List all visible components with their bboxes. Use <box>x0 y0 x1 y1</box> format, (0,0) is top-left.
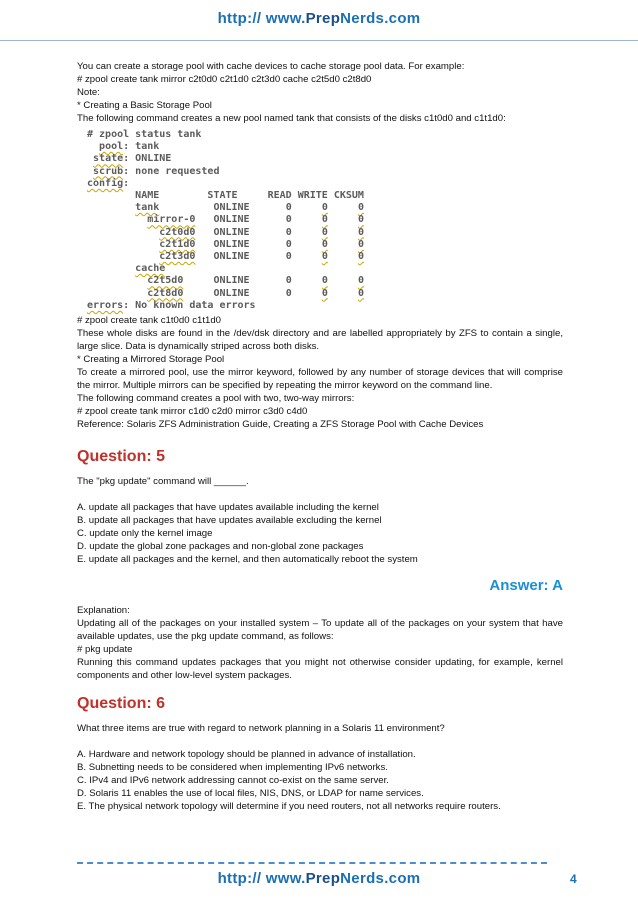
intro-line: # zpool create tank mirror c2t0d0 c2t1d0 c2t3d0 cache c2t5d0 c2t8d0 <box>77 74 372 85</box>
explanation-line: Updating all of the packages on your installed system – To update all of the packages on your system that have available updates, use the pkg update command, as follows: <box>77 618 563 643</box>
zpool-row <box>87 202 364 213</box>
zpool-row-read: 0 <box>285 275 292 287</box>
zpool-row-read: 0 <box>285 226 292 238</box>
question-6-title: Question: 6 <box>77 695 166 713</box>
zpool-rows <box>87 202 364 298</box>
footer-url-brand-b: Nerds <box>340 870 385 887</box>
intro-line: The following command creates a new pool named tank that consists of the disks c1t0d0 and c1t1d0: <box>77 113 506 124</box>
intro-line: Note: <box>77 87 100 98</box>
question-6-option: C. IPv4 and IPv6 network addressing cannot co-exist on the same server. <box>77 775 389 787</box>
footer-url-prefix: http:// www. <box>217 870 306 887</box>
zpool-config-colon: : <box>123 177 130 189</box>
zpool-row-name: c2t0d0 <box>159 226 196 238</box>
zpool-row-state: ONLINE <box>213 251 250 263</box>
zpool-row-write: 0 <box>321 238 328 250</box>
zpool-row-state: ONLINE <box>213 287 250 299</box>
question-6-option: B. Subnetting needs to be considered when implementing IPv6 networks. <box>77 762 388 774</box>
zpool-errors-key: errors <box>87 299 124 311</box>
zpool-row-read: 0 <box>285 287 292 299</box>
question-6-option: E. The physical network topology will determine if you need routers, not all networks require routers. <box>77 801 501 813</box>
footer-dashed-rule <box>77 862 547 864</box>
zpool-row <box>87 214 364 225</box>
zpool-row-name: c2t8d0 <box>147 287 184 299</box>
body-line: The following command creates a pool with two, two-way mirrors: <box>77 393 355 405</box>
header-url-prefix: http:// www. <box>217 10 306 27</box>
zpool-row-state: ONLINE <box>213 238 250 250</box>
zpool-state-val: : ONLINE <box>123 153 172 165</box>
zpool-row-write: 0 <box>321 275 328 287</box>
zpool-row-cksum: 0 <box>357 202 365 214</box>
intro-line: You can create a storage pool with cache devices to cache storage pool data. For example: <box>77 61 465 72</box>
zpool-row-read: 0 <box>285 214 292 226</box>
zpool-row-write: 0 <box>321 287 328 299</box>
question-5-option: D. update the global zone packages and non-global zone packages <box>77 541 364 553</box>
page-number: 4 <box>570 872 577 886</box>
zpool-row-name: tank <box>135 202 160 214</box>
header-url-brand-a: Prep <box>305 10 341 27</box>
zpool-row <box>87 227 364 238</box>
question-6-option: D. Solaris 11 enables the use of local files, NIS, DNS, or LDAP for name services. <box>77 788 424 800</box>
zpool-row-read: 0 <box>285 238 292 250</box>
body-line: # zpool create tank c1t0d0 c1t1d0 <box>77 315 222 327</box>
zpool-pool-key: pool <box>99 141 124 153</box>
zpool-row <box>87 239 364 250</box>
zpool-row-name: c2t5d0 <box>147 275 184 287</box>
zpool-cmd: # zpool status tank <box>87 129 202 140</box>
zpool-scrub-val: : none requested <box>123 165 220 177</box>
zpool-row-read: 0 <box>285 251 292 263</box>
zpool-row-state: ONLINE <box>213 214 250 226</box>
explanation-line: # pkg update <box>77 644 133 656</box>
header-url-brand-b: Nerds <box>340 10 385 27</box>
zpool-row-name: c2t1d0 <box>159 238 196 250</box>
body-line: # zpool create tank mirror c1d0 c2d0 mirror c3d0 c4d0 <box>77 406 308 418</box>
explanation-label: Explanation: <box>77 605 130 617</box>
footer-url-brand-a: Prep <box>305 870 341 887</box>
question-5-answer: Answer: A <box>489 577 563 595</box>
zpool-row <box>87 288 364 299</box>
intro-line: * Creating a Basic Storage Pool <box>77 100 212 111</box>
reference-line: Reference: Solaris ZFS Administration Guide, Creating a ZFS Storage Pool with Cache Devices <box>77 419 484 431</box>
footer-url-suffix: .com <box>384 870 421 887</box>
footer-url[interactable] <box>0 870 638 887</box>
zpool-row-cksum: 0 <box>357 238 364 250</box>
question-5-option: E. update all packages and the kernel, and then automatically reboot the system <box>77 554 418 566</box>
zpool-row-name: mirror-0 <box>147 214 196 226</box>
body-line: These whole disks are found in the /dev/dsk directory and are labelled appropriately by ZFS to contain a single, large slice. Data is dynamically striped across both disks. <box>77 328 563 353</box>
question-5-prompt: The "pkg update" command will ______. <box>77 476 249 488</box>
zpool-row-name: cache <box>135 263 166 275</box>
zpool-row <box>87 263 165 274</box>
zpool-table-header: NAME STATE READ WRITE CKSUM <box>135 190 364 202</box>
zpool-row-cksum: 0 <box>357 226 364 238</box>
question-6-prompt: What three items are true with regard to network planning in a Solaris 11 environment? <box>77 723 445 735</box>
zpool-row-write: 0 <box>321 214 328 226</box>
body-line: * Creating a Mirrored Storage Pool <box>77 354 225 366</box>
body-line: To create a mirrored pool, use the mirror keyword, followed by any number of storage devices that will comprise the mirror. Multiple mirrors can be specified by repeating the mirror keyword on the command line. <box>77 367 563 392</box>
zpool-row <box>87 251 364 262</box>
zpool-status-screenshot <box>77 125 563 314</box>
zpool-errors-val: : No known data errors <box>123 299 256 311</box>
zpool-row-cksum: 0 <box>357 275 365 287</box>
zpool-row-state: ONLINE <box>213 226 250 238</box>
zpool-row-name: c2t3d0 <box>159 251 196 263</box>
header-url[interactable] <box>0 10 638 27</box>
question-6-option: A. Hardware and network topology should be planned in advance of installation. <box>77 749 416 761</box>
question-5-option: B. update all packages that have updates available excluding the kernel <box>77 515 382 527</box>
zpool-row-cksum: 0 <box>357 214 365 226</box>
zpool-scrub-key: scrub <box>93 165 124 177</box>
question-5-title: Question: 5 <box>77 448 166 466</box>
question-5-option: C. update only the kernel image <box>77 528 213 540</box>
zpool-row-state: ONLINE <box>213 275 250 287</box>
zpool-state-key: state <box>93 153 124 165</box>
header-url-suffix: .com <box>384 10 421 27</box>
page-content <box>77 60 563 813</box>
zpool-row-cksum: 0 <box>357 287 365 299</box>
zpool-row-write: 0 <box>321 202 328 214</box>
header-rule <box>0 40 638 41</box>
zpool-row-state: ONLINE <box>213 202 250 214</box>
explanation-line: Running this command updates packages that you might not otherwise consider updating, for example, kernel components and other low-level system packages. <box>77 657 563 682</box>
zpool-pool-val: : tank <box>123 141 160 153</box>
zpool-row-cksum: 0 <box>357 251 364 263</box>
zpool-config-key: config <box>87 177 124 189</box>
zpool-row-read: 0 <box>285 202 292 214</box>
zpool-row-write: 0 <box>321 251 328 263</box>
question-5-option: A. update all packages that have updates available including the kernel <box>77 502 379 514</box>
zpool-row <box>87 275 364 286</box>
zpool-row-write: 0 <box>321 226 328 238</box>
